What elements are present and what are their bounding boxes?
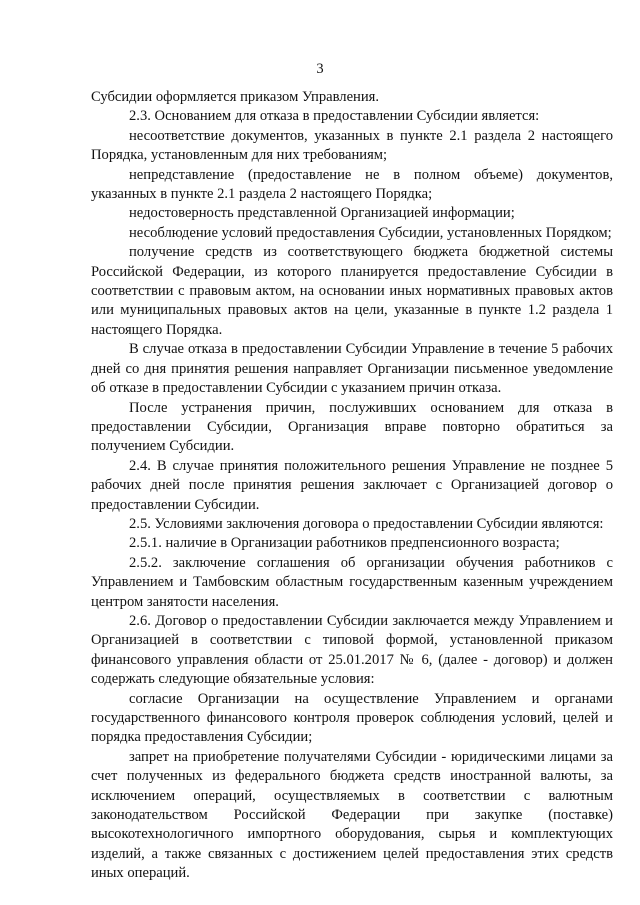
paragraph: 2.5. Условиями заключения договора о предоставлении Субсидии являются: [129, 515, 604, 532]
paragraph: Субсидии оформляется приказом Управления. [91, 89, 380, 105]
paragraph: согласие Организации на осуществление Управлением и органами государственного финансового контроля проверок соблюдения условий, целей и порядка предоставления Субсидии; [91, 690, 613, 746]
paragraph: 2.6. Договор о предоставлении Субсидии заключается между Управлением и Организацией в соответствии с типовой формой, установленной приказом финансового управления области от 25.01.2017 № 6, (далее - договор) и должен содержать следующие обязательные условия: [91, 612, 613, 688]
paragraph: несоблюдение условий предоставления Субсидии, установленных Порядком; [129, 224, 612, 241]
page-number: 3 [316, 61, 324, 77]
paragraph: недостоверность представленной Организацией информации; [129, 205, 515, 222]
paragraph: 2.5.2. заключение соглашения об организации обучения работников с Управлением и Тамбовским областным государственным казенным учреждением центром занятости населения. [91, 554, 613, 610]
paragraph: После устранения причин, послуживших основанием для отказа в предоставлении Субсидии, Организация вправе повторно обратиться за получением Субсидии. [91, 399, 613, 455]
paragraph: 2.3. Основанием для отказа в предоставлении Субсидии является: [129, 108, 540, 125]
paragraph: несоответствие документов, указанных в пункте 2.1 раздела 2 настоящего Порядка, установленным для них требованиям; [91, 127, 613, 164]
paragraph: непредставление (предоставление не в полном объеме) документов, указанных в пункте 2.1 раздела 2 настоящего Порядка; [91, 166, 613, 203]
paragraph: В случае отказа в предоставлении Субсидии Управление в течение 5 рабочих дней со дня принятия решения направляет Организации письменное уведомление об отказе в предоставлении Субсидии с указанием причин отказа. [91, 341, 613, 397]
document-body [91, 88, 613, 884]
paragraph: получение средств из соответствующего бюджета бюджетной системы Российской Федерации, из которого планируется предоставление Субсидии в соответствии с правовым актом, на основании иных нормативных правовых актов или муниципальных правовых актов на цели, указанные в пункте 1.2 раздела 1 настоящего Порядка. [91, 244, 613, 338]
paragraph: 2.5.1. наличие в Организации работников предпенсионного возраста; [129, 535, 560, 552]
paragraph: запрет на приобретение получателями Субсидии - юридическими лицами за счет полученных из федерального бюджета средств иностранной валюты, за исключением операций, осуществляемых в соответствии с валютным законодательством Российской Федерации при закупке (поставке) высокотехнологичного импортного оборудования, сырья и комплектующих изделий, а также связанных с достижением целей предоставления этих средств иных операций. [91, 748, 613, 882]
paragraph: 2.4. В случае принятия положительного решения Управление не позднее 5 рабочих дней после принятия решения заключает с Организацией договор о предоставлении Субсидии. [91, 457, 613, 513]
